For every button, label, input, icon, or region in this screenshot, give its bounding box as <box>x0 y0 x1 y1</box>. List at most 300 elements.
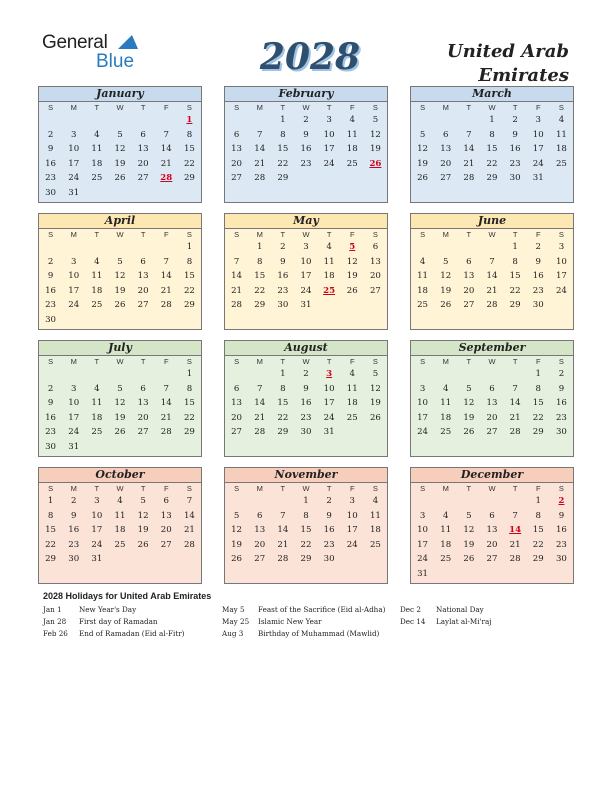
month-day-grid <box>225 356 387 454</box>
day-cell: 19 <box>417 158 429 169</box>
day-cell: 4 <box>94 129 100 140</box>
empty-day-cell <box>108 567 131 582</box>
day-cell: 22 <box>486 158 498 169</box>
day-cell: 1 <box>512 242 518 253</box>
day-cell: 15 <box>277 398 289 409</box>
day-cell: 14 <box>231 271 243 282</box>
day-cell: 21 <box>160 158 172 169</box>
weekday-header: W <box>302 357 310 366</box>
day-cell: 4 <box>326 242 332 253</box>
weekday-header: T <box>512 103 518 112</box>
day-cell: 17 <box>68 158 80 169</box>
empty-day-cell <box>457 567 480 582</box>
empty-day-cell <box>108 240 131 255</box>
day-cell: 2 <box>558 369 565 380</box>
holiday-row <box>222 617 385 629</box>
month-day-grid <box>225 102 387 200</box>
country-line1: United Arab <box>447 41 569 62</box>
day-cell: 19 <box>463 539 475 550</box>
empty-day-cell <box>132 440 155 455</box>
day-cell: 10 <box>532 129 544 140</box>
day-cell: 28 <box>509 427 521 438</box>
day-cell: 27 <box>369 285 381 296</box>
day-cell: 11 <box>417 271 429 282</box>
empty-day-cell <box>527 313 550 328</box>
weekday-header: M <box>256 484 263 493</box>
day-cell: 15 <box>277 144 289 155</box>
holiday-name: Laylat al-Mi'raj <box>436 617 492 626</box>
day-cell: 23 <box>555 539 567 550</box>
day-cell: 19 <box>114 412 126 423</box>
weekday-header: T <box>512 484 518 493</box>
empty-day-cell <box>364 567 387 582</box>
day-cell: 25 <box>555 158 567 169</box>
day-cell: 20 <box>137 158 149 169</box>
day-cell: 26 <box>440 300 452 311</box>
empty-day-cell <box>434 313 457 328</box>
empty-day-cell <box>411 313 434 328</box>
day-cell: 20 <box>137 412 149 423</box>
holiday-day: 28 <box>160 173 173 184</box>
day-cell: 12 <box>137 510 149 521</box>
empty-day-cell <box>271 567 294 582</box>
day-cell: 7 <box>163 383 169 394</box>
empty-day-cell <box>411 494 434 509</box>
month-day-grid <box>39 356 201 454</box>
day-cell: 2 <box>303 369 309 380</box>
weekday-header: S <box>48 357 54 366</box>
day-cell: 6 <box>489 383 495 394</box>
weekday-header: M <box>442 357 449 366</box>
weekday-header: S <box>558 484 564 493</box>
day-cell: 5 <box>442 256 449 267</box>
day-cell: 19 <box>231 539 243 550</box>
day-cell: 24 <box>68 300 80 311</box>
day-cell: 24 <box>417 427 429 438</box>
day-cell: 20 <box>231 158 243 169</box>
month-name: November <box>225 468 387 483</box>
weekday-header: T <box>326 230 332 239</box>
day-cell: 21 <box>254 412 266 423</box>
empty-day-cell <box>225 186 248 201</box>
day-cell: 30 <box>68 554 80 565</box>
day-cell: 22 <box>277 412 289 423</box>
day-cell: 8 <box>280 129 286 140</box>
empty-day-cell <box>504 494 527 509</box>
day-cell: 11 <box>323 256 335 267</box>
empty-day-cell <box>434 440 457 455</box>
empty-day-cell <box>411 113 434 128</box>
weekday-header: W <box>116 484 124 493</box>
day-cell: 19 <box>369 144 381 155</box>
empty-day-cell <box>271 313 294 328</box>
day-cell: 31 <box>323 427 335 438</box>
day-cell: 17 <box>68 412 80 423</box>
day-cell: 19 <box>346 271 358 282</box>
day-cell: 8 <box>303 510 309 521</box>
day-cell: 16 <box>45 412 57 423</box>
day-cell: 15 <box>532 525 544 536</box>
holiday-date: May 5 <box>222 605 245 614</box>
day-cell: 10 <box>417 525 429 536</box>
weekday-header: F <box>349 103 355 112</box>
empty-day-cell <box>294 440 317 455</box>
holiday-name: Feast of the Sacrifice (Eid al-Adha) <box>258 605 386 614</box>
day-cell: 19 <box>463 412 475 423</box>
empty-day-cell <box>364 171 387 186</box>
empty-day-cell <box>225 113 248 128</box>
day-cell: 9 <box>280 256 286 267</box>
weekday-header: F <box>349 230 355 239</box>
empty-day-cell <box>132 367 155 382</box>
empty-day-cell <box>155 313 178 328</box>
empty-day-cell <box>294 313 317 328</box>
day-cell: 24 <box>68 173 80 184</box>
day-cell: 25 <box>440 427 452 438</box>
month-august <box>224 340 388 457</box>
day-cell: 2 <box>280 242 286 253</box>
day-cell: 18 <box>555 144 567 155</box>
weekday-header: T <box>280 230 286 239</box>
day-cell: 2 <box>70 496 77 507</box>
month-september <box>410 340 574 457</box>
weekday-header: M <box>442 230 449 239</box>
day-cell: 28 <box>509 554 521 565</box>
weekday-header: S <box>234 484 240 493</box>
day-cell: 4 <box>442 510 449 521</box>
weekday-header: F <box>535 103 541 112</box>
day-cell: 17 <box>532 144 544 155</box>
month-february <box>224 86 388 203</box>
day-cell: 16 <box>532 271 544 282</box>
weekday-header: W <box>116 103 124 112</box>
day-cell: 12 <box>463 398 475 409</box>
holiday-name: National Day <box>436 605 484 614</box>
holiday-day: 2 <box>558 496 565 507</box>
empty-day-cell <box>178 552 201 567</box>
day-cell: 22 <box>509 285 521 296</box>
day-cell: 31 <box>417 568 429 579</box>
day-cell: 19 <box>137 525 149 536</box>
day-cell: 7 <box>512 383 518 394</box>
weekday-header: F <box>349 357 355 366</box>
day-cell: 17 <box>91 525 103 536</box>
day-cell: 30 <box>532 300 544 311</box>
empty-day-cell <box>85 186 108 201</box>
weekday-header: F <box>163 357 169 366</box>
day-cell: 19 <box>440 285 452 296</box>
day-cell: 22 <box>254 285 266 296</box>
day-cell: 21 <box>277 539 289 550</box>
country-title <box>447 40 569 88</box>
empty-day-cell <box>341 440 364 455</box>
weekday-header: F <box>535 357 541 366</box>
day-cell <box>504 523 527 538</box>
day-cell: 4 <box>94 256 100 267</box>
day-cell: 11 <box>91 271 103 282</box>
day-cell: 9 <box>558 510 565 521</box>
empty-day-cell <box>480 367 503 382</box>
day-cell: 14 <box>183 510 195 521</box>
holiday-date: Jan 28 <box>43 617 67 626</box>
day-cell: 29 <box>45 554 57 565</box>
empty-day-cell <box>248 186 271 201</box>
day-cell: 1 <box>489 115 495 126</box>
day-cell: 7 <box>280 510 286 521</box>
weekday-header: W <box>116 230 124 239</box>
day-cell: 20 <box>440 158 452 169</box>
weekday-header: S <box>558 357 564 366</box>
day-cell: 18 <box>346 398 358 409</box>
empty-day-cell <box>248 313 271 328</box>
day-cell: 17 <box>346 525 358 536</box>
holiday-date: Jan 1 <box>43 605 62 614</box>
day-cell: 3 <box>558 242 565 253</box>
day-cell: 1 <box>303 496 309 507</box>
empty-day-cell <box>480 567 503 582</box>
empty-day-cell <box>411 240 434 255</box>
weekday-header: S <box>558 230 564 239</box>
holiday-column <box>400 605 491 629</box>
month-name: January <box>39 87 201 102</box>
day-cell: 23 <box>277 285 289 296</box>
day-cell: 21 <box>463 158 475 169</box>
day-cell: 5 <box>372 115 379 126</box>
empty-day-cell <box>132 552 155 567</box>
weekday-header: M <box>442 484 449 493</box>
weekday-header: S <box>558 103 564 112</box>
day-cell: 5 <box>233 510 240 521</box>
day-cell: 7 <box>256 129 263 140</box>
holiday-date: Aug 3 <box>222 629 244 638</box>
brand-logo <box>42 33 134 71</box>
logo-triangle-icon <box>118 35 138 49</box>
day-cell: 9 <box>47 271 54 282</box>
day-cell: 17 <box>323 398 335 409</box>
day-cell: 8 <box>186 383 193 394</box>
day-cell: 12 <box>369 129 381 140</box>
empty-day-cell <box>294 567 317 582</box>
day-cell: 9 <box>47 144 54 155</box>
day-cell: 29 <box>277 427 289 438</box>
day-cell: 31 <box>300 300 312 311</box>
weekday-header: F <box>163 484 169 493</box>
day-cell: 6 <box>163 496 169 507</box>
day-cell: 23 <box>45 300 57 311</box>
day-cell: 6 <box>489 510 495 521</box>
day-cell: 6 <box>140 129 146 140</box>
weekday-header: T <box>466 230 472 239</box>
day-cell: 5 <box>419 129 426 140</box>
weekday-header: F <box>163 103 169 112</box>
empty-day-cell <box>480 313 503 328</box>
day-cell: 3 <box>94 496 100 507</box>
empty-day-cell <box>457 240 480 255</box>
day-cell: 11 <box>346 129 358 140</box>
empty-day-cell <box>457 313 480 328</box>
day-cell: 30 <box>45 314 57 325</box>
weekday-header: F <box>535 484 541 493</box>
empty-day-cell <box>550 313 573 328</box>
day-cell: 12 <box>231 525 243 536</box>
weekday-header: M <box>256 357 263 366</box>
holiday-column <box>222 605 385 641</box>
empty-day-cell <box>294 171 317 186</box>
weekday-header: W <box>488 230 496 239</box>
empty-day-cell <box>318 440 341 455</box>
day-cell: 7 <box>466 129 472 140</box>
day-cell: 19 <box>369 398 381 409</box>
day-cell: 6 <box>372 242 379 253</box>
day-cell: 18 <box>323 271 335 282</box>
weekday-header: T <box>94 357 100 366</box>
day-cell: 14 <box>277 525 289 536</box>
day-cell: 10 <box>68 144 80 155</box>
weekday-header: T <box>326 357 332 366</box>
month-name: December <box>411 468 573 483</box>
day-cell: 27 <box>486 554 498 565</box>
day-cell: 30 <box>277 300 289 311</box>
day-cell: 26 <box>463 554 475 565</box>
month-november <box>224 467 388 584</box>
empty-day-cell <box>527 186 550 201</box>
month-day-grid <box>39 229 201 327</box>
day-cell: 18 <box>346 144 358 155</box>
weekday-header: T <box>140 484 146 493</box>
empty-day-cell <box>132 313 155 328</box>
weekday-header: T <box>466 103 472 112</box>
empty-day-cell <box>39 367 62 382</box>
day-cell: 28 <box>486 300 498 311</box>
empty-day-cell <box>155 186 178 201</box>
empty-day-cell <box>457 186 480 201</box>
day-cell: 11 <box>114 510 126 521</box>
day-cell: 29 <box>532 427 544 438</box>
day-cell: 12 <box>440 271 452 282</box>
day-cell: 14 <box>254 144 266 155</box>
holiday-row <box>400 617 491 629</box>
day-cell: 27 <box>254 554 266 565</box>
holiday-date: Dec 2 <box>400 605 421 614</box>
day-cell: 28 <box>160 427 172 438</box>
day-cell: 24 <box>417 554 429 565</box>
empty-day-cell <box>364 425 387 440</box>
holiday-day: 3 <box>326 369 333 380</box>
empty-day-cell <box>457 367 480 382</box>
day-cell: 20 <box>486 539 498 550</box>
brand-line1: General <box>42 32 108 53</box>
day-cell: 4 <box>442 383 449 394</box>
weekday-header: W <box>488 357 496 366</box>
day-cell: 26 <box>346 285 358 296</box>
empty-day-cell <box>132 186 155 201</box>
day-cell: 18 <box>369 525 381 536</box>
empty-day-cell <box>225 440 248 455</box>
weekday-header: S <box>186 103 192 112</box>
holiday-date: Dec 14 <box>400 617 426 626</box>
day-cell: 4 <box>419 256 426 267</box>
day-cell: 23 <box>45 173 57 184</box>
day-cell: 5 <box>140 496 146 507</box>
day-cell: 11 <box>346 383 358 394</box>
day-cell <box>318 367 341 382</box>
day-cell: 26 <box>114 427 126 438</box>
day-cell: 22 <box>183 158 195 169</box>
holiday-row <box>43 605 184 617</box>
day-cell: 18 <box>91 412 103 423</box>
empty-day-cell <box>108 113 131 128</box>
day-cell: 23 <box>45 427 57 438</box>
empty-day-cell <box>364 186 387 201</box>
day-cell: 6 <box>140 383 146 394</box>
day-cell: 7 <box>489 256 495 267</box>
day-cell: 30 <box>555 554 567 565</box>
month-may <box>224 213 388 330</box>
empty-day-cell <box>271 494 294 509</box>
day-cell: 1 <box>535 369 541 380</box>
day-cell: 13 <box>231 144 243 155</box>
day-cell: 2 <box>535 242 541 253</box>
day-cell: 20 <box>254 539 266 550</box>
weekday-header: T <box>512 230 518 239</box>
day-cell: 5 <box>117 129 123 140</box>
day-cell <box>364 157 387 172</box>
weekday-header: S <box>186 230 192 239</box>
day-cell: 21 <box>160 285 172 296</box>
day-cell: 24 <box>346 539 358 550</box>
day-cell: 25 <box>91 173 103 184</box>
day-cell: 11 <box>91 398 103 409</box>
day-cell: 27 <box>231 173 243 184</box>
weekday-header: T <box>466 357 472 366</box>
day-cell: 15 <box>183 271 195 282</box>
day-cell: 17 <box>417 412 429 423</box>
day-cell: 17 <box>68 285 80 296</box>
weekday-header: S <box>48 103 54 112</box>
day-cell: 17 <box>555 271 567 282</box>
weekday-header: M <box>70 484 77 493</box>
day-cell: 21 <box>231 285 243 296</box>
empty-day-cell <box>550 186 573 201</box>
empty-day-cell <box>225 567 248 582</box>
day-cell: 21 <box>160 412 172 423</box>
day-cell: 17 <box>417 539 429 550</box>
empty-day-cell <box>550 567 573 582</box>
day-cell: 17 <box>300 271 312 282</box>
empty-day-cell <box>155 552 178 567</box>
day-cell: 15 <box>532 398 544 409</box>
weekday-header: T <box>280 484 286 493</box>
day-cell: 30 <box>323 554 335 565</box>
empty-day-cell <box>39 113 62 128</box>
day-cell: 24 <box>68 427 80 438</box>
day-cell: 26 <box>369 412 381 423</box>
empty-day-cell <box>550 171 573 186</box>
day-cell: 5 <box>372 369 379 380</box>
day-cell: 22 <box>532 412 544 423</box>
empty-day-cell <box>39 567 62 582</box>
day-cell: 27 <box>231 427 243 438</box>
weekday-header: T <box>512 357 518 366</box>
day-cell: 3 <box>70 256 77 267</box>
weekday-header: S <box>372 484 378 493</box>
holiday-row <box>400 605 491 617</box>
empty-day-cell <box>504 186 527 201</box>
day-cell: 31 <box>68 187 80 198</box>
weekday-header: W <box>302 230 310 239</box>
weekday-header: S <box>48 484 54 493</box>
empty-day-cell <box>341 313 364 328</box>
